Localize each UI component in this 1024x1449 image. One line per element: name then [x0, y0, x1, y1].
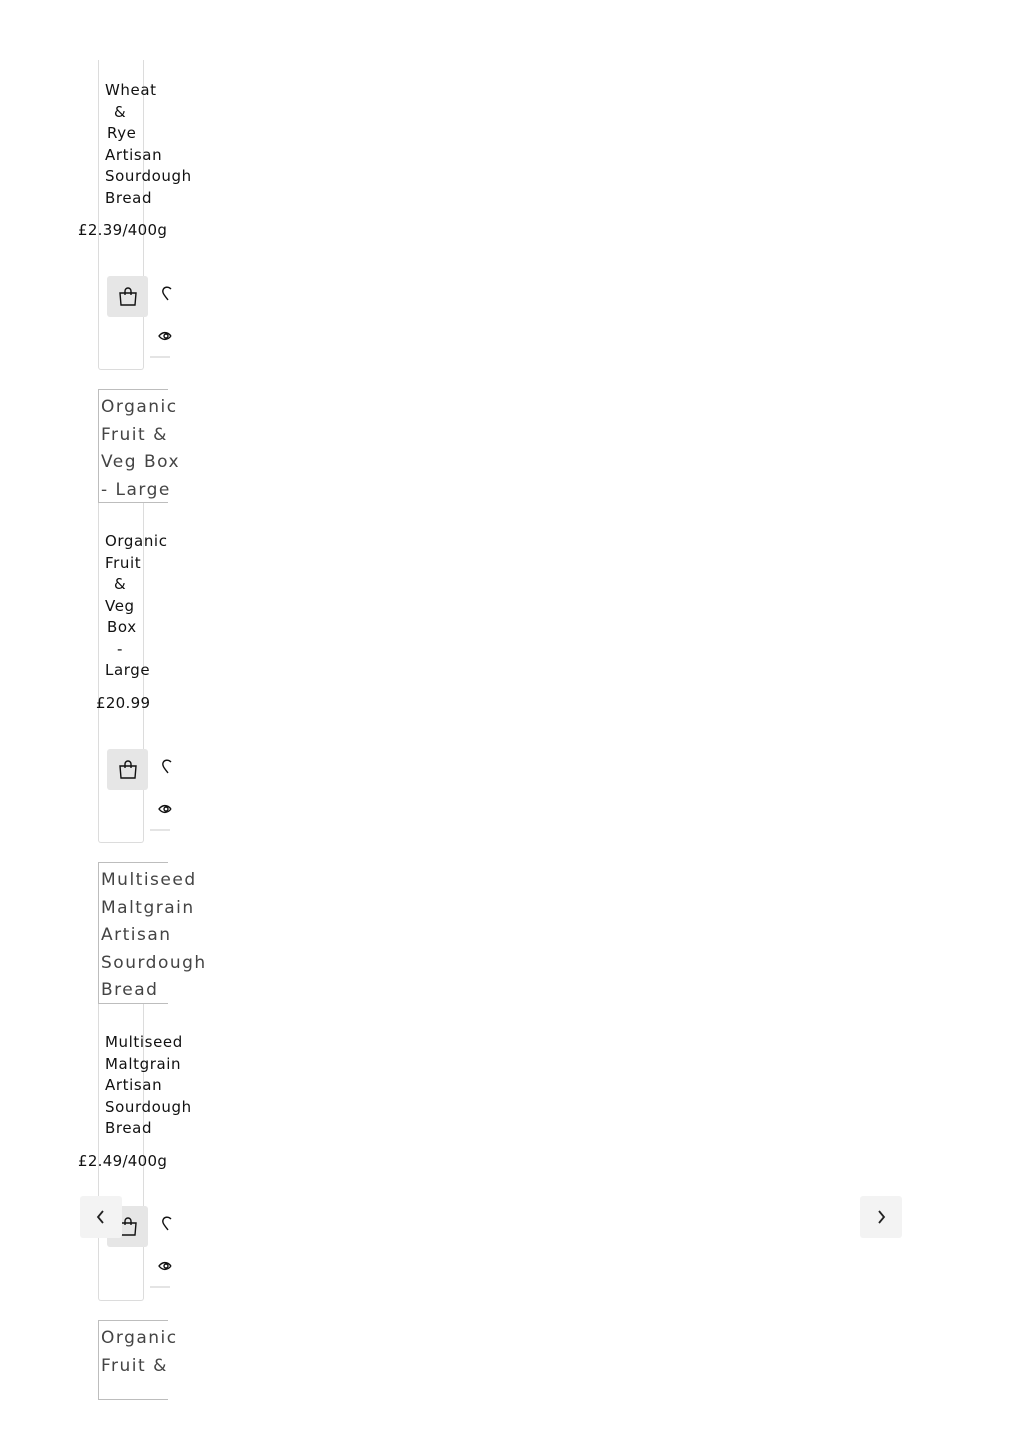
product-image[interactable] — [98, 389, 181, 503]
product-title-line: Multiseed — [105, 1033, 183, 1051]
product-title[interactable] — [105, 80, 192, 209]
product-price: £20.99 — [96, 694, 151, 712]
product-price: £2.49/400g — [78, 1152, 168, 1170]
product-title-line: Artisan — [105, 1076, 163, 1094]
heart-icon[interactable] — [158, 1216, 172, 1232]
carousel-prev-button[interactable] — [80, 1196, 122, 1238]
quick-view-underline — [150, 356, 170, 358]
eye-icon[interactable] — [158, 1258, 172, 1274]
product-title[interactable] — [105, 531, 171, 682]
image-alt-line: Veg Box — [101, 452, 181, 472]
chevron-left-icon — [95, 1209, 107, 1225]
image-alt-line: Multiseed — [101, 870, 197, 890]
product-title-line: Sourdough — [105, 1097, 192, 1116]
product-title-line: Rye — [107, 124, 137, 142]
add-to-cart-button[interactable] — [107, 276, 148, 317]
product-title-line: Artisan — [105, 145, 163, 164]
image-alt-line: - Large — [101, 479, 171, 500]
add-to-cart-button[interactable] — [107, 749, 148, 790]
image-alt-line: Sourdough — [101, 952, 207, 973]
product-image[interactable] — [98, 862, 207, 1004]
product-title-line: Box — [107, 618, 137, 636]
eye-icon[interactable] — [158, 801, 172, 817]
shopping-bag-icon — [117, 286, 139, 308]
heart-icon[interactable] — [158, 286, 172, 302]
product-carousel-track — [78, 60, 207, 1376]
product-image[interactable] — [98, 1320, 178, 1400]
product-title-line: Fruit — [105, 553, 142, 572]
quick-view-underline — [150, 829, 170, 831]
quick-view-underline — [150, 1286, 170, 1288]
product-price: £2.39/400g — [78, 221, 168, 239]
product-title-line: Sourdough — [105, 167, 192, 185]
product-title-line: & — [114, 575, 127, 593]
image-alt-line: Maltgrain — [101, 897, 195, 918]
product-title-line: Bread — [105, 1119, 153, 1137]
image-alt-line: Fruit & — [101, 424, 168, 445]
product-title-line: Bread — [105, 188, 153, 207]
image-alt-line: Artisan — [101, 925, 172, 945]
image-alt-line: Organic — [101, 397, 178, 417]
eye-icon[interactable] — [158, 328, 172, 344]
image-alt-line: Fruit & — [101, 1355, 168, 1376]
product-title-line: Organic — [105, 532, 168, 550]
product-title-line: & — [114, 102, 127, 121]
image-alt-line: Organic — [101, 1328, 178, 1348]
product-title[interactable] — [105, 1032, 192, 1140]
shopping-bag-icon — [117, 759, 139, 781]
product-title-line: - — [117, 639, 124, 658]
carousel-next-button[interactable] — [860, 1196, 902, 1238]
heart-icon[interactable] — [158, 759, 172, 775]
product-title-line: Maltgrain — [105, 1054, 182, 1073]
product-title-line: Veg — [105, 596, 135, 615]
product-title-line: Wheat — [105, 81, 157, 99]
image-alt-line: Bread — [101, 980, 159, 1000]
chevron-right-icon — [875, 1209, 887, 1225]
product-title-line: Large — [105, 661, 151, 679]
